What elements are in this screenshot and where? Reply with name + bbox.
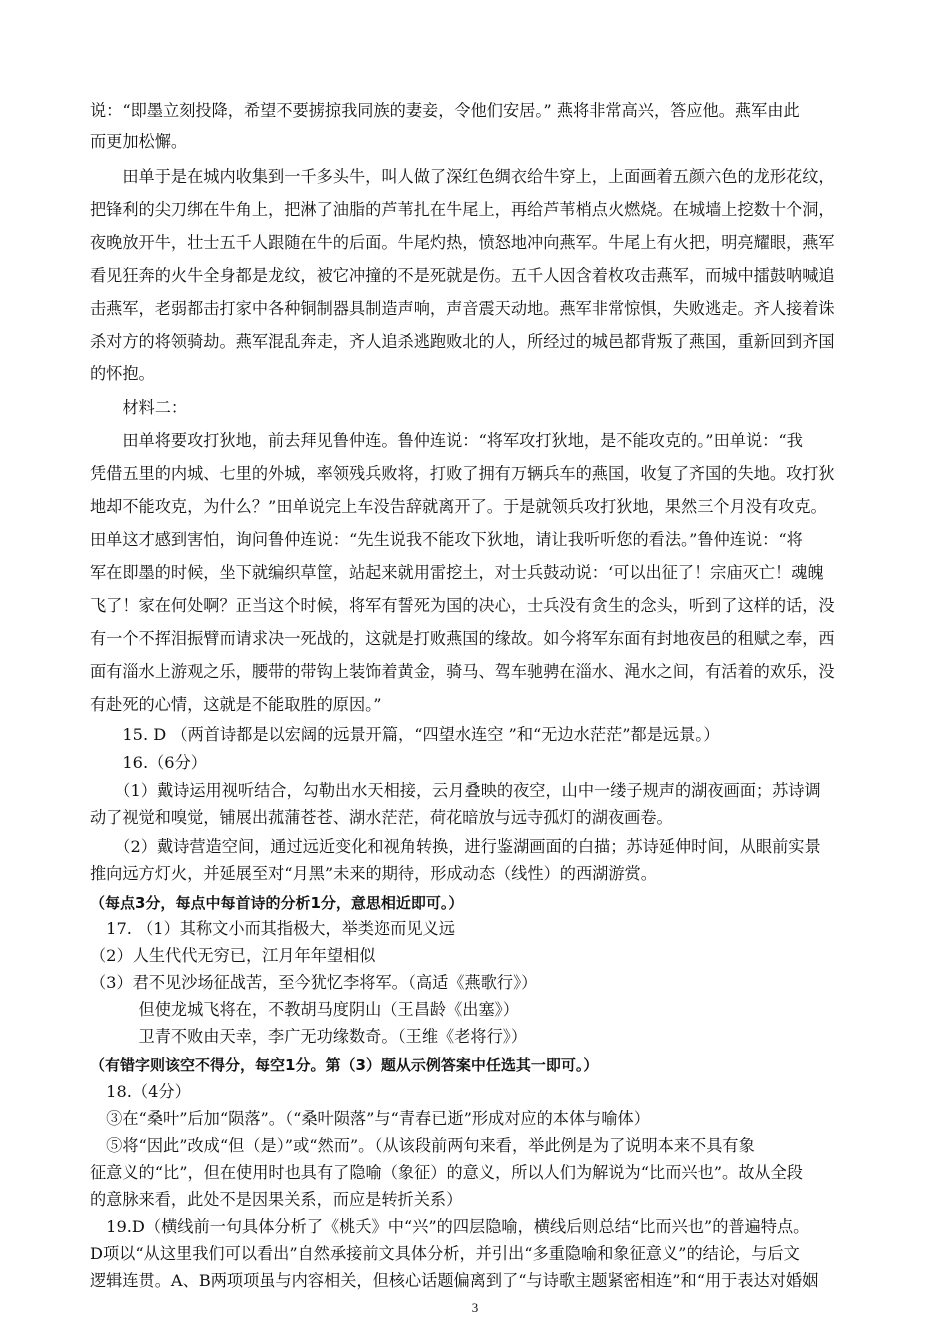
scoring-note: （每点3分，每点中每首诗的分析1分，意思相近即可。） — [90, 894, 464, 912]
text-line: （1）戴诗运用视听结合，勾勒出水天相接，云月叠映的夜空，山中一缕子规声的湖夜画面；苏诗调 — [90, 781, 821, 800]
text-line: （2）人生代代无穷已，江月年年望相似 — [90, 946, 376, 965]
text-line: 地却不能攻克，为什么？”田单说完上车没告辞就离开了。于是就领兵攻打狄地，果然三个月没有攻克。 — [90, 497, 827, 516]
text-line: 田单将要攻打狄地，前去拜见鲁仲连。鲁仲连说：“将军攻打狄地，是不能攻克的。”田单说：“我 — [90, 431, 803, 450]
text-line: 田单于是在城内收集到一千多头牛，叫人做了深红色绸衣给牛穿上，上面画着五颜六色的龙形花纹， — [90, 167, 835, 186]
answer-15: 15. D （两首诗都是以宏阔的远景开篇，“四望水连空 ”和“无边水茫茫”都是远景。） — [90, 725, 720, 744]
text-line: 有赴死的心情，这就是不能取胜的原因。” — [90, 695, 382, 714]
text-line: 飞了！家在何处啊？正当这个时候，将军有誓死为国的决心，士兵没有贪生的念头，听到了这样的话，没 — [90, 596, 835, 615]
text-line: ⑤将“因此”改成“但（是）”或“然而”。（从该段前两句来看，举此例是为了说明本来不具有象 — [90, 1136, 755, 1155]
text-line: 但使龙城飞将在，不教胡马度阴山（王昌龄《出塞》） — [90, 1000, 519, 1019]
text-line: 征意义的“比”，但在使用时也具有了隐喻（象征）的意义，所以人们为解说为“比而兴也”。故从全段 — [90, 1163, 803, 1182]
text-line: 凭借五里的内城、七里的外城，率领残兵败将，打败了拥有万辆兵车的燕国，收复了齐国的失地。攻打狄 — [90, 464, 835, 483]
text-line: 的意脉来看，此处不是因果关系，而应是转折关系） — [90, 1190, 463, 1209]
text-line: 卫青不败由天幸，李广无功缘数奇。（王维《老将行》） — [90, 1027, 528, 1046]
text-line: 动了视觉和嗅觉，铺展出菰蒲苍苍、湖水茫茫，荷花暗放与远寺孤灯的湖夜画卷。 — [90, 808, 673, 827]
text-line: 夜晚放开牛，壮士五千人跟随在牛的后面。牛尾灼热，愤怒地冲向燕军。牛尾上有火把，明亮耀眼，燕军 — [90, 233, 835, 252]
text-line: （3）君不见沙场征战苦，至今犹忆李将军。（高适《燕歌行》） — [90, 973, 538, 992]
text-line: 军在即墨的时候，坐下就编织草筐，站起来就用雷挖土，对士兵鼓动说：‘可以出征了！宗庙灭亡！魂魄 — [90, 563, 824, 582]
text-line: 有一个不挥泪振臂而请求决一死战的，这就是打败燕国的缘故。如今将军东面有封地夜邑的租赋之奉，西 — [90, 629, 835, 648]
text-line: 说：“即墨立刻投降，希望不要掳掠我同族的妻妾，令他们安居。” 燕将非常高兴，答应他。燕军由此 — [90, 101, 800, 120]
text-line: 推向远方灯火，并延展至对“月黑”未来的期待，形成动态（线性）的西湖游赏。 — [90, 864, 657, 883]
text-line: 杀对方的将领骑劫。燕军混乱奔走，齐人追杀逃跑败北的人，所经过的城邑都背叛了燕国，重新回到齐国 — [90, 332, 835, 351]
section-label: 材料二： — [90, 398, 188, 417]
answer-19: 19.D（横线前一句具体分析了《桃夭》中“兴”的四层隐喻，横线后则总结“比而兴也”的普遍特点。 — [90, 1217, 810, 1236]
text-line: 把锋利的尖刀绑在牛角上，把淋了油脂的芦苇扎在牛尾上，再给芦苇梢点火燃烧。在城墙上挖数十个洞， — [90, 200, 835, 219]
scoring-note: （有错字则该空不得分，每空1分。第（3）题从示例答案中任选其一即可。） — [90, 1056, 599, 1074]
text-line: 击燕军，老弱都击打家中各种铜制器具制造声响，声音震天动地。燕军非常惊惧，失败逃走。齐人接着诛 — [90, 299, 835, 318]
text-line: 的怀抱。 — [90, 364, 155, 383]
text-line: ③在“桑叶”后加“陨落”。（“桑叶陨落”与“青春已逝”形成对应的本体与喻体） — [90, 1109, 650, 1128]
text-line: 逻辑连贯。A、B两项项虽与内容相关，但核心话题偏离到了“与诗歌主题紧密相连”和“用于表达对婚姻 — [90, 1271, 819, 1290]
text-line: 面有淄水上游观之乐，腰带的带钩上装饰着黄金，骑马、驾车驰骋在淄水、渑水之间，有活着的欢乐，没 — [90, 662, 835, 681]
text-line: （2）戴诗营造空间，通过远近变化和视角转换，进行鉴湖画面的白描；苏诗延伸时间，从眼前实景 — [90, 837, 821, 856]
answer-18-heading: 18.（4分） — [90, 1082, 191, 1101]
text-line: 田单这才感到害怕，询问鲁仲连说：“先生说我不能攻下狄地，请让我听听您的看法。”鲁仲连说：“将 — [90, 530, 803, 549]
page-number: 3 — [471, 1300, 479, 1315]
answer-17: 17. （1）其称文小而其指极大，举类迩而见义远 — [90, 919, 455, 938]
text-line: D项以“从这里我们可以看出”自然承接前文具体分析，并引出“多重隐喻和象征意义”的结论，与后文 — [90, 1244, 800, 1263]
text-line: 而更加松懈。 — [90, 132, 188, 151]
answer-16-heading: 16.（6分） — [90, 753, 207, 772]
text-line: 看见狂奔的火牛全身都是龙纹，被它冲撞的不是死就是伤。五千人因含着枚攻击燕军，而城中擂鼓呐喊追 — [90, 266, 835, 285]
